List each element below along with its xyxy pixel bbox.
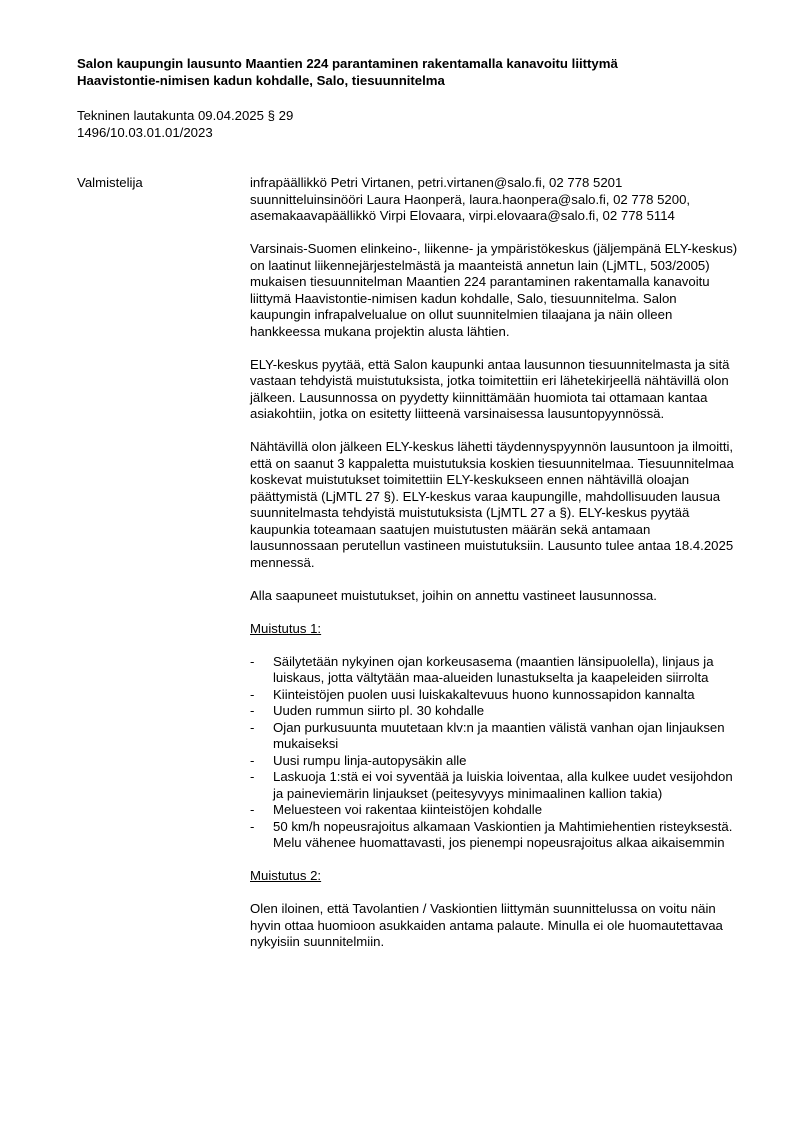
remark-1-list xyxy=(250,654,738,852)
list-marker: - xyxy=(250,686,255,702)
preparers-text: infrapäällikkö Petri Virtanen, petri.virtanen@salo.fi, 02 778 5201 suunnitteluinsinööri Laura Haonperä, laura.haonpera@salo.fi, 02 778 5200, asemakaavapäällikkö Virpi Elovaara, virpi.elovaara@salo.fi, 02 778 5114 xyxy=(250,175,691,223)
meeting-reference: Tekninen lautakunta 09.04.2025 § 29 xyxy=(77,108,294,123)
list-marker: - xyxy=(250,719,255,735)
list-item: - 50 km/h nopeusrajoitus alkamaan Vaskiontien ja Mahtimiehentien risteyksestä. Melu vähenee huomattavasti, jos pienempi nopeusrajoitus alkaa aikaisemmin xyxy=(250,818,733,850)
list-marker: - xyxy=(250,653,255,669)
paragraph-2: ELY-keskus pyytää, että Salon kaupunki antaa lausunnon tiesuunnitelmasta ja sitä vastaan tehdyistä muistutuksista, jotka toimitettiin eri lähetekirjeellä nähtävillä olon jälkeen. Lausunnossa on pyydetty kiinnittämään huomiota tai ottamaan kantaa asiakohtiin, jotka on esitetty liitteenä varsinaisessa lausuntopyynnössä. xyxy=(250,356,730,421)
list-marker: - xyxy=(250,769,255,784)
list-item: - Laskuoja 1:stä ei voi syventää ja luiskia loiventaa, alla kulkee uudet vesijohdon ja paineviemärin linjaukset (peitesyvyys minimaalinen kallion takia) xyxy=(250,769,733,801)
list-item: - Säilytetään nykyinen ojan korkeusasema (maantien länsipuolella), linjaus ja luiskaus, jotta vältytään maa-alueiden lunastukselta ja kaapeleiden siirrolta xyxy=(250,653,714,685)
remark-1-heading: Muistutus 1: xyxy=(250,620,322,636)
record-number: 1496/10.03.01.01/2023 xyxy=(77,124,213,140)
document-body xyxy=(250,175,738,967)
list-item: - Meluesteen voi rakentaa kiinteistöjen kohdalle xyxy=(250,802,543,817)
meeting-info xyxy=(77,108,293,141)
paragraph-1: Varsinais-Suomen elinkeino-, liikenne- ja ympäristökeskus (jäljempänä ELY-keskus) on laatinut liikennejärjestelmästä ja maanteistä annetun lain (LjMTL, 503/2005) mukaisen tiesuunnitelman Maantien 224 parantaminen rakentamalla kanavoitu liittymä Haavistontie-nimisen kadun kohdalle, Salo, tiesuunnitelma. Salon kaupungin infrapalvelualue on ollut suunnitelmien tilaajana ja näin olleen hankkeessa mukana projektin alusta lähtien. xyxy=(250,241,738,339)
title-line-1: Salon kaupungin lausunto Maantien 224 parantaminen rakentamalla kanavoitu liittymä xyxy=(77,56,618,71)
list-item: - Uusi rumpu linja-autopysäkin alle xyxy=(250,752,467,768)
list-marker: - xyxy=(250,802,255,817)
paragraph-3: Nähtävillä olon jälkeen ELY-keskus lähetti täydennyspyynnön lausuntoon ja ilmoitti, että on saanut 3 kappaletta muistutuksia koskien tiesuunnitelmaa. Tiesuunnitelmaa koskevat muistutukset toimitettiin ELY-keskukseen ennen nähtävillä oloajan päättymistä (LjMTL 27 §). ELY-keskus varaa kaupungille, mahdollisuuden lausua suunnitelmasta tehdyistä muistutuksista (LjMTL 27 a §). ELY-keskus pyytää kaupunkia toteamaan saatujen muistutusten määrän sekä antamaan lausunnossaan perutellun vastineen muistutuksiin. Lausunto tulee antaa 18.4.2025 mennessä. xyxy=(250,439,734,570)
title-line-2: Haavistontie-nimisen kadun kohdalle, Salo, tiesuunnitelma xyxy=(77,72,445,88)
list-item: - Uuden rummun siirto pl. 30 kohdalle xyxy=(250,703,485,718)
list-item: - Kiinteistöjen puolen uusi luiskakaltevuus huono kunnossapidon kannalta xyxy=(250,686,695,702)
list-item: - Ojan purkusuunta muutetaan klv:n ja maantien välistä vanhan ojan linjauksen mukaiseksi xyxy=(250,719,725,751)
remark-2-text: Olen iloinen, että Tavolantien / Vaskiontien liittymän suunnittelussa on voitu näin hyvin ottaa huomioon asukkaiden antama palaute. Minulla ei ole huomautettavaa nykyisiin suunnitelmiin. xyxy=(250,901,723,949)
list-marker: - xyxy=(250,703,255,718)
remark-2-heading: Muistutus 2: xyxy=(250,868,322,883)
preparer-label: Valmistelija xyxy=(77,175,143,190)
paragraph-4: Alla saapuneet muistutukset, joihin on annettu vastineet lausunnossa. xyxy=(250,587,657,603)
document-title xyxy=(77,56,727,89)
list-marker: - xyxy=(250,752,255,768)
list-marker: - xyxy=(250,818,255,834)
